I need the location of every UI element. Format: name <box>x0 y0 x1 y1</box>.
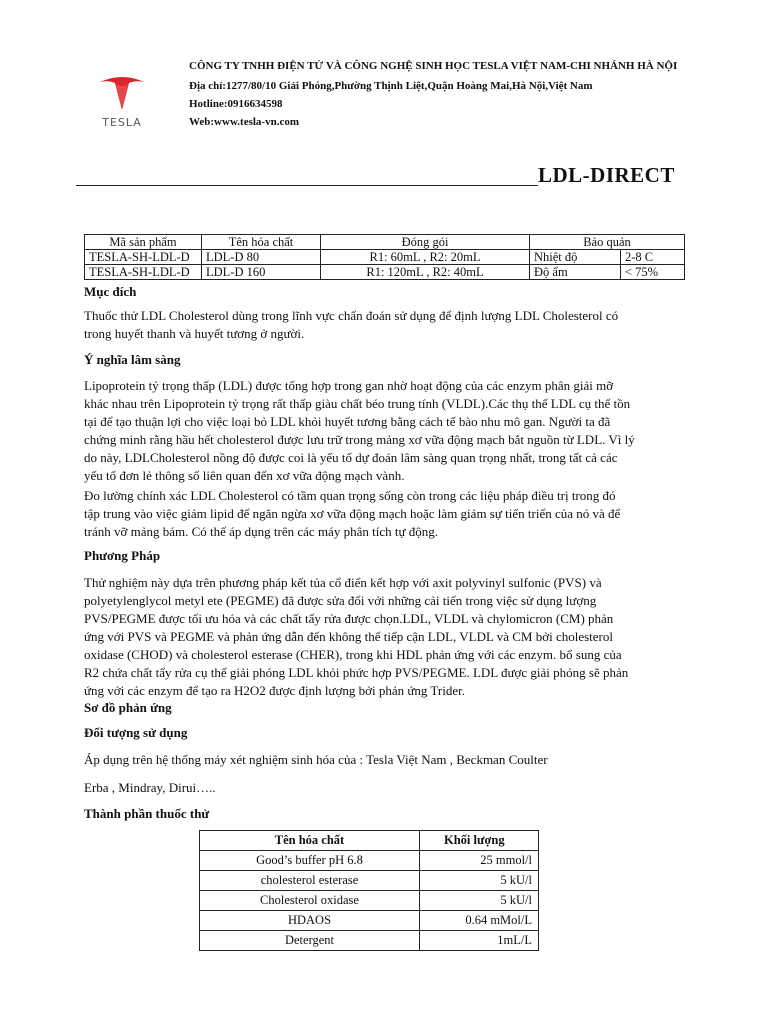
header-name: Tên hóa chất <box>202 235 321 250</box>
document-title: LDL-DIRECT <box>538 163 675 187</box>
clinical-heading: Ý nghĩa lâm sàng <box>84 352 181 367</box>
table-row <box>200 911 539 931</box>
text-line: ứng với PVS và PEGME và phản ứng dẫn đến không thể tiếp cận LDL, VLDL và CM bởi cholesterol <box>84 629 613 644</box>
title-underline <box>76 185 538 186</box>
text-line: tập trung vào việc giảm lipid để ngăn ngừa xơ vữa động mạch hoặc làm giảm sự tiến triển của nó và để <box>84 506 621 521</box>
usage-line-1 <box>84 751 684 769</box>
text-line: oxidase (CHOD) và cholesterol esterase (CHER), trong khi HDL phản ứng với các enzym. bổ sung của <box>84 647 622 662</box>
company-hotline: Hotline:0916634598 <box>189 98 283 110</box>
product-table-header <box>85 235 685 250</box>
method-heading: Phương Pháp <box>84 548 161 563</box>
table-row <box>200 851 539 871</box>
company-web: Web:www.tesla-vn.com <box>189 116 299 128</box>
company-name: CÔNG TY TNHH ĐIỆN TỬ VÀ CÔNG NGHỆ SINH HỌC TESLA VIỆT NAM-CHI NHÁNH HÀ NỘI <box>189 60 678 72</box>
text-line: chứng minh rằng hầu hết cholesterol được lưu trữ trong mảng xơ vữa động mạch bắt nguồn từ LDL. Vì lý <box>84 432 635 447</box>
reagent-amount: 5 kU/l <box>420 871 539 891</box>
usage-heading: Đối tượng sử dụng <box>84 725 188 740</box>
reagent-amount: 1mL/L <box>420 931 539 951</box>
text-line: PVS/PEGME được tối ưu hóa và các chất tẩy rửa được chọn.LDL, VLDL và chylomicron (CM) phản <box>84 611 614 626</box>
document-title-row <box>76 160 688 190</box>
table-row <box>200 871 539 891</box>
reagent-amount: 25 mmol/l <box>420 851 539 871</box>
header-storage: Bảo quản <box>530 235 685 250</box>
reagent-name: Detergent <box>200 931 420 951</box>
reagent-name: HDAOS <box>200 911 420 931</box>
text-line: tại để tạo thuận lợi cho việc loại bỏ LDL khỏi huyết tương bằng cách tế bào nhu mô gan. Người ta đã <box>84 414 611 429</box>
text-line: Erba , Mindray, Dirui….. <box>84 780 216 795</box>
header-amount: Khối lượng <box>420 831 539 851</box>
text-line: do này, LDLCholesterol nồng độ được coi là yếu tố dự đoán lâm sàng quan trọng nhất, trong tất cả các <box>84 450 618 465</box>
composition-heading: Thành phần thuốc thử <box>84 806 210 821</box>
purpose-heading: Mục đích <box>84 284 137 299</box>
text-line: ứng với các enzym để tạo ra H2O2 được định lượng bởi phản ứng Trider. <box>84 683 465 698</box>
usage-line-2 <box>84 779 684 797</box>
text-line: R2 chứa chất tẩy rửa cụ thể giải phóng LDL khỏi phức hợp PVS/PEGME. LDL được giải phóng sẽ phản <box>84 665 629 680</box>
reagent-name: cholesterol esterase <box>200 871 420 891</box>
clinical-paragraph-2 <box>84 487 684 541</box>
text-line: yếu tố đơn lẻ thông số liên quan đến xơ vữa động mạch vành. <box>84 468 405 483</box>
product-pack: R1: 60mL , R2: 20mL <box>321 250 530 265</box>
reagent-amount: 5 kU/l <box>420 891 539 911</box>
product-code: TESLA-SH-LDL-D <box>85 250 202 265</box>
reagent-name: Cholesterol oxidase <box>200 891 420 911</box>
logo-text: TESLA <box>102 116 142 129</box>
text-line: Áp dụng trên hệ thống máy xét nghiệm sinh hóa của : Tesla Việt Nam , Beckman Coulter <box>84 752 548 767</box>
text-line: trong huyết thanh và huyết tương ở người. <box>84 326 305 341</box>
product-code: TESLA-SH-LDL-D <box>85 265 202 280</box>
header-reagent-name: Tên hóa chất <box>200 831 420 851</box>
text-line: Đo lường chính xác LDL Cholesterol có tầm quan trọng sống còn trong các liệu pháp điều trị trong đó <box>84 488 616 503</box>
product-name: LDL-D 160 <box>202 265 321 280</box>
text-line: Lipoprotein tỷ trọng thấp (LDL) được tổng hợp trong gan nhờ hoạt động của các enzym phân giải mỡ <box>84 378 614 393</box>
purpose-text <box>84 307 684 343</box>
text-line: tránh vỡ mảng bám. Có thể áp dụng trên các máy phân tích tự động. <box>84 524 438 539</box>
table-row <box>200 891 539 911</box>
product-pack: R1: 120mL , R2: 40mL <box>321 265 530 280</box>
method-text <box>84 574 684 700</box>
storage-value: 2-8 C <box>621 250 685 265</box>
storage-value: < 75% <box>621 265 685 280</box>
reagent-amount: 0.64 mMol/L <box>420 911 539 931</box>
reagent-table <box>199 830 539 951</box>
reagent-table-header <box>200 831 539 851</box>
product-table <box>84 234 685 280</box>
tesla-logo <box>92 70 152 132</box>
header-pack: Đóng gói <box>321 235 530 250</box>
storage-label: Nhiệt độ <box>530 250 621 265</box>
text-line: khác nhau trên Lipoprotein tỷ trọng rất thấp giàu chất béo trung tính (VLDL).Các thụ thể LDL cụ thể tồn <box>84 396 631 411</box>
table-row <box>85 265 685 280</box>
product-name: LDL-D 80 <box>202 250 321 265</box>
table-row <box>85 250 685 265</box>
clinical-paragraph-1 <box>84 377 684 485</box>
table-row <box>200 931 539 951</box>
reagent-name: Good’s buffer pH 6.8 <box>200 851 420 871</box>
text-line: polyetylenglycol metyl ete (PEGME) đã được sửa đổi với những cải tiến trong việc sử dụng lượng <box>84 593 597 608</box>
reaction-heading: Sơ đồ phản ứng <box>84 700 172 715</box>
text-line: Thuốc thử LDL Cholesterol dùng trong lĩnh vực chẩn đoán sử dụng để định lượng LDL Cholesterol có <box>84 308 619 323</box>
company-address: Địa chỉ:1277/80/10 Giải Phóng,Phường Thịnh Liệt,Quận Hoàng Mai,Hà Nội,Việt Nam <box>189 80 593 92</box>
header-code: Mã sản phẩm <box>85 235 202 250</box>
storage-label: Độ ẩm <box>530 265 621 280</box>
text-line: Thử nghiệm này dựa trên phương pháp kết tủa cổ điển kết hợp với axit polyvinyl sulfonic (PVS) và <box>84 575 602 590</box>
